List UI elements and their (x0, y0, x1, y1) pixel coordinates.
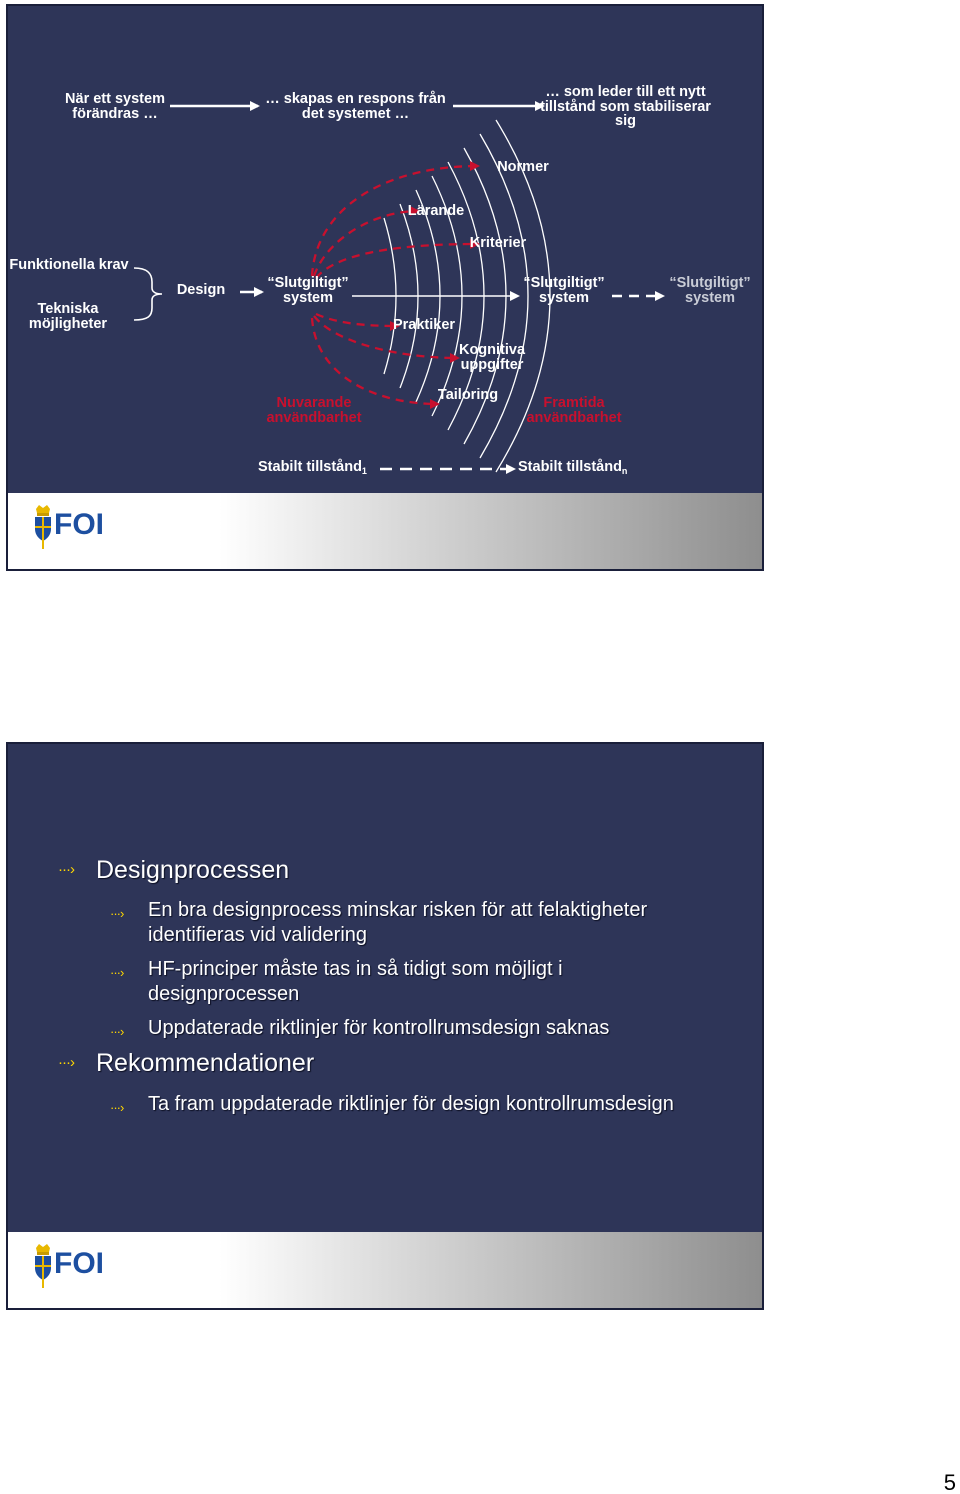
foi-logo (32, 1242, 122, 1294)
arrow-bullet-icon: ···› (110, 1100, 124, 1115)
stable-state-first: Stabilt tillstånd$_1$ (258, 459, 367, 476)
header-text-right: … som leder till ett nytt tillstånd som stabiliserar sig (540, 84, 711, 129)
bullet-sub-1: ···› En bra designprocess minskar risken för att felaktigheter identifieras vid validering (110, 899, 648, 946)
arrow-bullet-icon: ···› (110, 906, 124, 921)
arrow-bullet-icon: ···› (110, 965, 124, 980)
header-text-middle: … skapas en respons från det systemet … (265, 91, 446, 122)
bullet-sub-3: ···› Uppdaterade riktlinjer för kontrollrumsdesign saknas (110, 1016, 760, 1042)
arrow-bullet-icon: ···› (58, 1054, 74, 1071)
foi-logo-text: FOI (54, 508, 104, 541)
crown-shield-icon (32, 503, 54, 551)
diagram-graphics (8, 6, 764, 496)
slide-bullets (6, 742, 764, 1310)
label-normer: Normer (497, 159, 549, 175)
bullet-rekommendationer: ···› Rekommendationer (58, 1049, 315, 1077)
brace-icon (134, 268, 162, 320)
bullet-sub-2: ···› HF-principer måste tas in så tidigt som möjligt i designprocessen (110, 958, 563, 1005)
header-text-left: När ett system förändras … (65, 91, 165, 122)
foi-logo (32, 503, 122, 555)
future-usability-label: Framtida användbarhet (526, 395, 622, 426)
current-system-label: “Slutgiltigt” system (267, 275, 349, 306)
arrow-bullet-icon: ···› (58, 861, 74, 878)
label-tailoring: Tailoring (437, 387, 499, 403)
label-larande: Lärande (407, 203, 465, 219)
future-system-label: “Slutgiltigt” system (669, 275, 751, 306)
label-praktiker: Praktiker (392, 317, 456, 333)
technical-possibilities-label: Tekniska möjligheter (28, 301, 108, 332)
next-system-label: “Slutgiltigt” system (523, 275, 605, 306)
slide-diagram (6, 4, 764, 571)
current-usability-label: Nuvarande användbarhet (266, 395, 362, 426)
label-kriterier: Kriterier (469, 235, 527, 251)
label-kognitiva-uppgifter: Kognitiva uppgifter (458, 342, 526, 373)
design-label: Design (176, 282, 226, 298)
page-number: 5 (943, 1470, 956, 1494)
arrow-bullet-icon: ···› (110, 1024, 124, 1039)
functional-requirements-label: Funktionella krav (9, 257, 129, 273)
foi-logo-text: FOI (54, 1247, 104, 1280)
crown-shield-icon (32, 1242, 54, 1290)
bullet-sub-4: ···› Ta fram uppdaterade riktlinjer för design kontrollrumsdesign (110, 1092, 760, 1118)
slide-footer (8, 1232, 762, 1308)
stable-state-last: Stabilt tillstånd$_n$ (518, 459, 628, 476)
bullet-designprocessen: ···› Designprocessen (58, 856, 290, 884)
slide-footer (8, 493, 762, 569)
